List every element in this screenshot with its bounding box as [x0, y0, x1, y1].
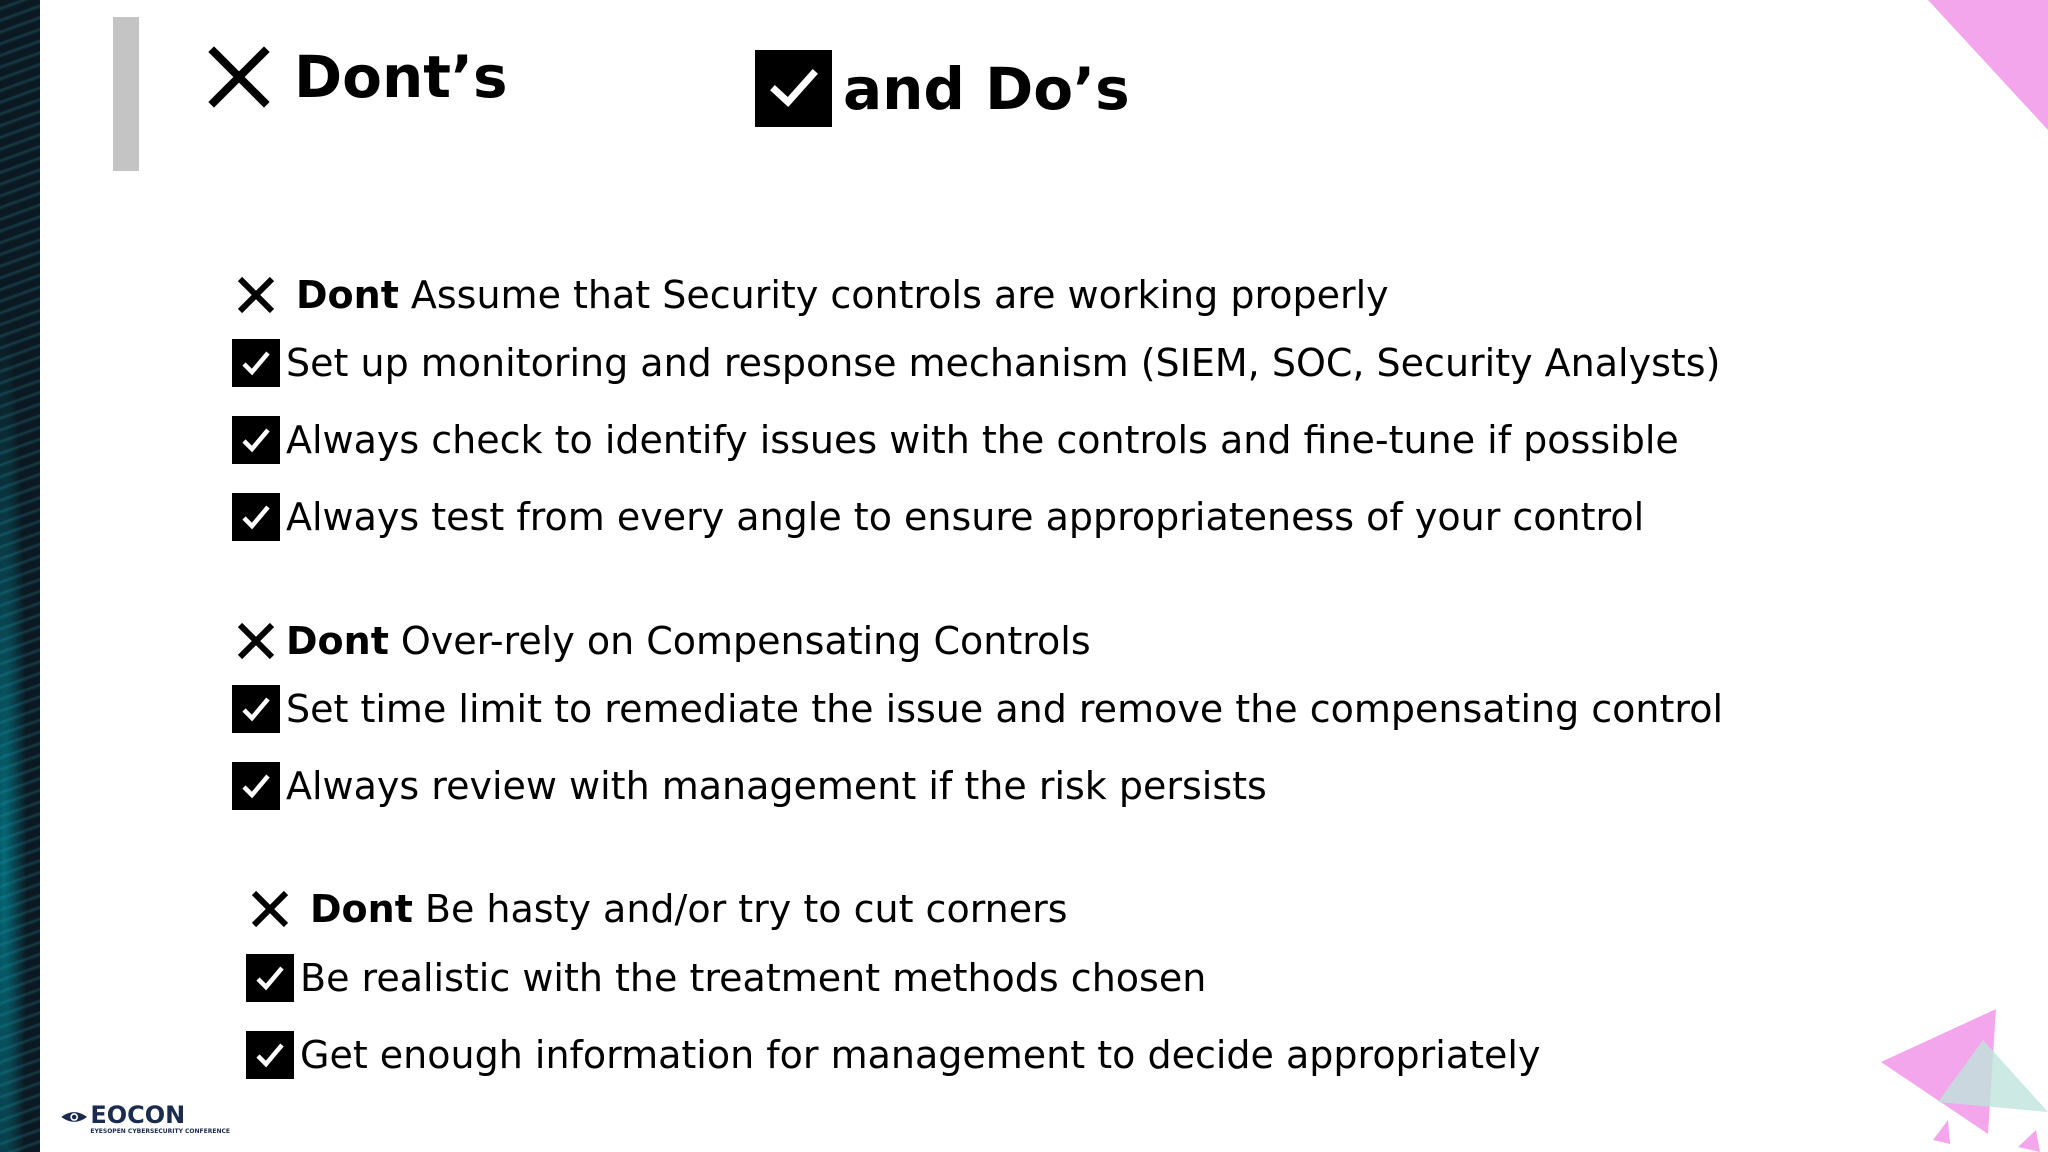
checkbox-icon	[232, 339, 280, 387]
dont-item	[234, 616, 1091, 666]
corner-triangle-top-right	[1928, 0, 2048, 130]
do-item	[232, 761, 1267, 811]
do-text: Be realistic with the treatment methods chosen	[300, 956, 1207, 1000]
dont-lead: Dont	[310, 887, 413, 931]
do-item	[246, 953, 1206, 1003]
dont-lead: Dont	[286, 619, 389, 663]
x-icon	[234, 619, 278, 663]
dont-text: Assume that Security controls are working properly	[410, 273, 1389, 317]
checkbox-icon	[232, 762, 280, 810]
x-icon	[248, 887, 292, 931]
dont-item	[234, 270, 1389, 320]
dont-text: Be hasty and/or try to cut corners	[424, 887, 1068, 931]
do-text: Set time limit to remediate the issue and remove the compensating control	[286, 687, 1724, 731]
checkbox-icon	[246, 954, 294, 1002]
do-item	[232, 338, 1720, 388]
dont-item	[248, 884, 1068, 934]
checkbox-icon	[232, 416, 280, 464]
title-donts	[208, 43, 508, 111]
do-text: Always review with management if the risk persists	[286, 764, 1267, 808]
do-item	[232, 415, 1679, 465]
do-text: Get enough information for management to decide appropriately	[300, 1033, 1541, 1077]
dont-text: Over-rely on Compensating Controls	[400, 619, 1091, 663]
eye-icon	[60, 1104, 88, 1130]
title-dos-label: and Do’s	[843, 54, 1130, 123]
title-dos	[755, 50, 1130, 127]
do-item	[232, 684, 1723, 734]
checkbox-icon	[232, 685, 280, 733]
logo-tagline: EYESOPEN CYBERSECURITY CONFERENCE	[90, 1128, 230, 1135]
small-pink-triangle	[2018, 1130, 2040, 1152]
left-decorative-strip	[0, 0, 40, 1152]
logo-name: EOCON	[90, 1101, 186, 1129]
small-pink-triangle-2	[1933, 1120, 1950, 1144]
do-text: Always test from every angle to ensure appropriateness of your control	[286, 495, 1645, 539]
corner-triangles-bottom-right	[1868, 1002, 2048, 1152]
checkbox-icon	[246, 1031, 294, 1079]
title-donts-label: Dont’s	[294, 43, 508, 111]
do-item	[232, 492, 1644, 542]
x-icon	[234, 273, 278, 317]
do-item	[246, 1030, 1540, 1080]
title-accent-bar	[113, 17, 139, 171]
do-text: Set up monitoring and response mechanism (SIEM, SOC, Security Analysts)	[286, 341, 1721, 385]
checkbox-icon	[755, 50, 832, 127]
eocon-logo	[60, 1102, 230, 1142]
do-text: Always check to identify issues with the controls and fine-tune if possible	[286, 418, 1679, 462]
dont-lead: Dont	[296, 273, 399, 317]
x-icon	[208, 46, 270, 108]
checkbox-icon	[232, 493, 280, 541]
